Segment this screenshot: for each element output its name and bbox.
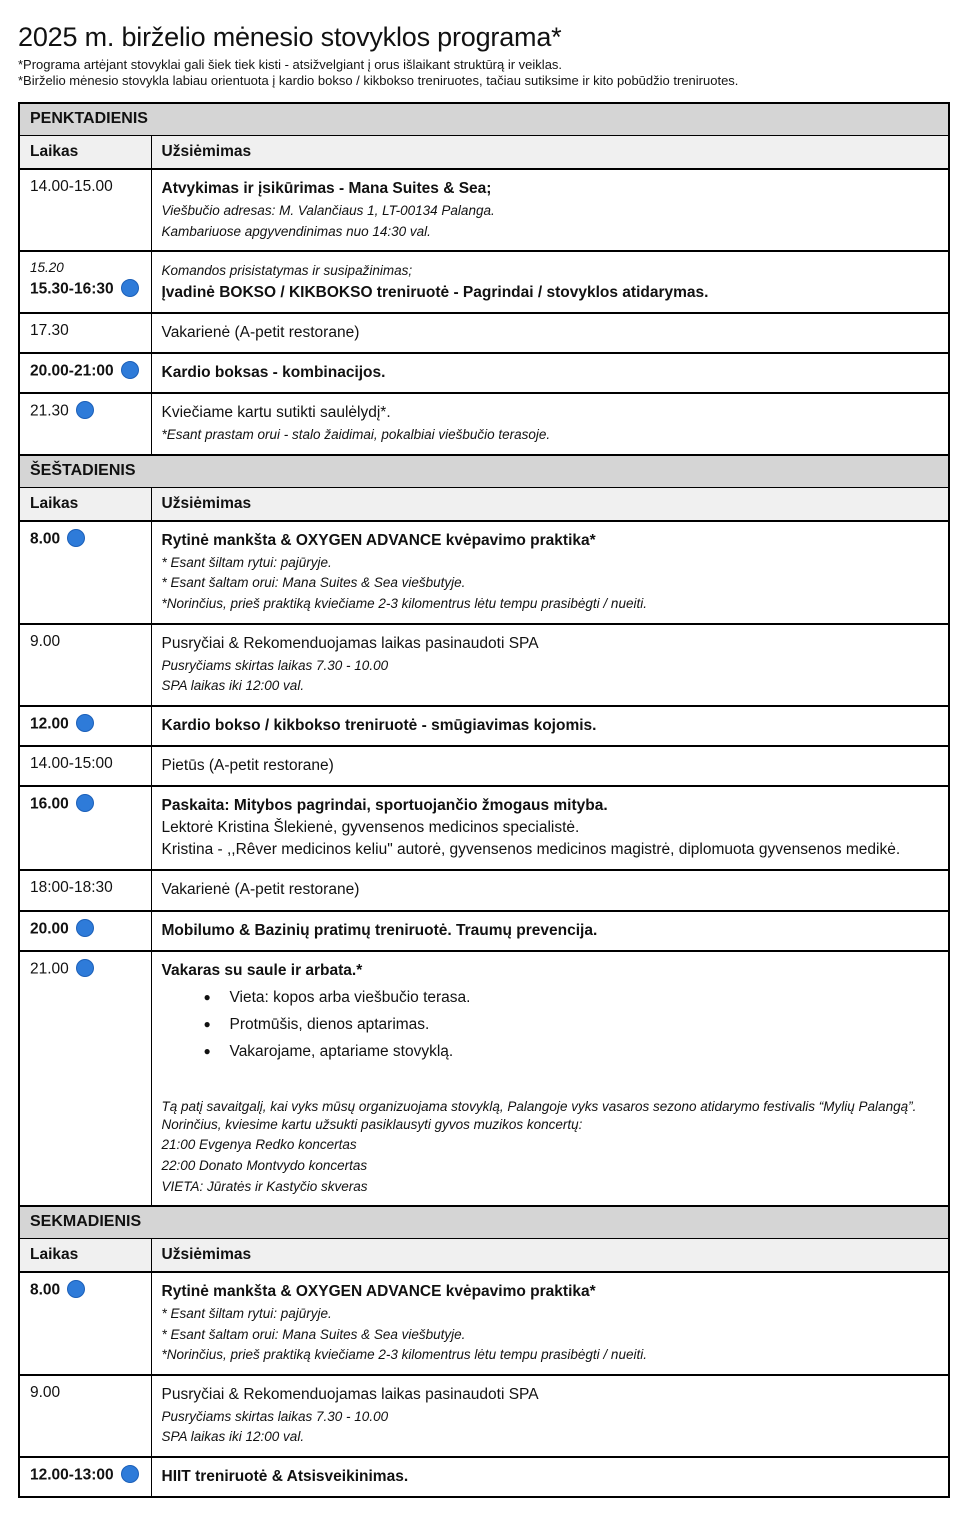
activity-cell — [151, 951, 949, 1206]
time-value: 14.00-15:00 — [30, 754, 113, 772]
schedule-row — [19, 393, 949, 455]
activity-line: *Norinčius, prieš praktiką kviečiame 2-3 kilomentrus lėtu tempu prasibėgti / nueiti. — [161, 1347, 647, 1363]
activity-cell — [151, 1375, 949, 1457]
activity-cell — [151, 870, 949, 910]
time-cell — [19, 393, 151, 455]
time-cell — [19, 624, 151, 706]
activity-line: * Esant šaltam orui: Mana Suites & Sea viešbutyje. — [161, 1326, 466, 1342]
activity-line: Pusryčiai & Rekomenduojamas laikas pasinaudoti SPA — [161, 1385, 539, 1403]
time-value: 16.00 — [30, 795, 69, 813]
schedule-row — [19, 1272, 949, 1375]
blue-dot-icon — [76, 919, 94, 937]
activity-line: Įvadinė BOKSO / KIKBOKSO treniruotė - Pagrindai / stovyklos atidarymas. — [161, 283, 709, 301]
activity-line: 22:00 Donato Montvydo koncertas — [161, 1157, 368, 1173]
activity-bullet-line — [162, 1015, 939, 1035]
schedule-row — [19, 521, 949, 624]
activity-line: Kristina - ,,Rêver medicinos keliu" autorė, gyvensenos medicinos magistrė, diplomuota gyvensenos medikė. — [161, 841, 901, 859]
schedule-row — [19, 1375, 949, 1457]
activity-line: HIIT treniruotė & Atsisveikinimas. — [161, 1468, 409, 1486]
blue-dot-icon — [121, 361, 139, 379]
time-prefix: 15.20 — [30, 260, 64, 276]
blue-dot-icon — [76, 714, 94, 732]
bullet-icon: ● — [203, 1017, 211, 1032]
column-header-time: Laikas — [19, 135, 151, 169]
program-note-1: *Programa artėjant stovyklai gali šiek tiek kisti - atsižvelgiant į orus išlaikant struktūrą ir veiklas. — [18, 57, 563, 72]
day-section-header — [19, 103, 949, 135]
blue-dot-icon — [67, 529, 85, 547]
activity-cell — [151, 911, 949, 951]
column-header-row — [19, 487, 949, 521]
time-value: 21.30 — [30, 402, 69, 420]
activity-bullet-line — [162, 988, 939, 1008]
activity-cell — [151, 521, 949, 624]
activity-cell — [151, 1457, 949, 1497]
schedule-row — [19, 870, 949, 910]
day-name: SEKMADIENIS — [19, 1206, 949, 1238]
schedule-row — [19, 169, 949, 251]
time-cell — [19, 786, 151, 870]
activity-cell — [151, 313, 949, 353]
activity-cell — [151, 746, 949, 786]
activity-cell — [151, 393, 949, 455]
time-cell — [19, 353, 151, 393]
activity-line: Lektorė Kristina Šlekienė, gyvensenos medicinos specialistė. — [161, 819, 580, 837]
bullet-icon: ● — [203, 1044, 211, 1059]
schedule-row — [19, 706, 949, 746]
activity-line: Paskaita: Mitybos pagrindai, sportuojančio žmogaus mityba. — [161, 797, 608, 815]
column-header-time: Laikas — [19, 1238, 151, 1272]
activity-line: Mobilumo & Bazinių pratimų treniruotė. Traumų prevencija. — [161, 921, 598, 939]
time-cell — [19, 951, 151, 1206]
blue-dot-icon — [76, 401, 94, 419]
activity-line: SPA laikas iki 12:00 val. — [161, 1429, 305, 1445]
time-cell — [19, 251, 151, 313]
blue-dot-icon — [76, 794, 94, 812]
day-name: PENKTADIENIS — [19, 103, 949, 135]
column-header-activity: Užsiėmimas — [151, 1238, 949, 1272]
time-value: 12.00 — [30, 715, 69, 733]
schedule-row — [19, 1457, 949, 1497]
program-note-2: *Birželio mėnesio stovykla labiau orientuota į kardio bokso / kikbokso treniruotes, tačiau sutiksime ir kito pobūdžio treniruotes. — [18, 73, 739, 88]
column-header-row — [19, 1238, 949, 1272]
time-cell — [19, 870, 151, 910]
column-header-activity: Užsiėmimas — [151, 135, 949, 169]
activity-cell — [151, 169, 949, 251]
time-value: 14.00-15.00 — [30, 177, 113, 195]
blue-dot-icon — [67, 1280, 85, 1298]
time-value: 8.00 — [30, 1281, 61, 1299]
time-cell — [19, 706, 151, 746]
activity-line: Kviečiame kartu sutikti saulėlydį*. — [161, 404, 391, 422]
activity-cell — [151, 706, 949, 746]
schedule-row — [19, 251, 949, 313]
time-cell — [19, 911, 151, 951]
activity-line: SPA laikas iki 12:00 val. — [161, 678, 305, 694]
activity-cell — [151, 1272, 949, 1375]
activity-line: Pietūs (A-petit restorane) — [161, 756, 334, 774]
activity-line: Pusryčiams skirtas laikas 7.30 - 10.00 — [161, 657, 389, 673]
time-cell — [19, 1272, 151, 1375]
column-header-row — [19, 135, 949, 169]
time-value: 18:00-18:30 — [30, 879, 113, 897]
schedule-row — [19, 746, 949, 786]
blue-dot-icon — [121, 279, 139, 297]
activity-line: Tą patį savaitgalį, kai vyks mūsų organizuojama stovyklą, Palangoje vyks vasaros sezono atidarymo festivalis “Mylių Palangą”. Norinčius, kviesime kartu užsukti pasiklausyti gyvos muzikos koncertų: — [161, 1099, 917, 1132]
activity-line: *Norinčius, prieš praktiką kviečiame 2-3 kilomentrus lėtu tempu prasibėgti / nueiti. — [161, 596, 647, 611]
blue-dot-icon — [76, 959, 94, 977]
activity-line: Rytinė mankšta & OXYGEN ADVANCE kvėpavimo praktika* — [161, 1283, 596, 1300]
time-value: 21.00 — [30, 960, 69, 978]
activity-line: VIETA: Jūratės ir Kastyčio skveras — [161, 1178, 368, 1194]
bullet-text: Vakarojame, aptariame stovyklą. — [229, 1043, 454, 1061]
day-section-header — [19, 1206, 949, 1238]
activity-line: Rytinė mankšta & OXYGEN ADVANCE kvėpavimo praktika* — [161, 531, 596, 549]
activity-cell — [151, 624, 949, 706]
time-cell — [19, 1375, 151, 1457]
column-header-time: Laikas — [19, 487, 151, 521]
activity-line: Pusryčiams skirtas laikas 7.30 - 10.00 — [161, 1408, 389, 1424]
day-section-header — [19, 455, 949, 487]
activity-line: Viešbučio adresas: M. Valančiaus 1, LT-00134 Palanga. — [161, 203, 495, 219]
schedule-row — [19, 313, 949, 353]
activity-line: Atvykimas ir įsikūrimas - Mana Suites & Sea; — [161, 179, 492, 197]
time-value: 17.30 — [30, 321, 69, 339]
activity-cell — [151, 786, 949, 870]
activity-line: * Esant šaltam orui: Mana Suites & Sea viešbutyje. — [161, 575, 466, 591]
activity-line: * Esant šiltam rytui: pajūryje. — [161, 1306, 332, 1322]
schedule-row — [19, 911, 949, 951]
activity-bullet-line — [162, 1042, 939, 1062]
activity-line: Vakaras su saule ir arbata.* — [161, 961, 363, 979]
time-cell — [19, 521, 151, 624]
time-value: 20.00 — [30, 920, 69, 938]
schedule-table — [18, 102, 950, 1498]
activity-line: Kardio boksas - kombinacijos. — [161, 364, 386, 381]
time-value: 9.00 — [30, 632, 61, 650]
activity-line: *Esant prastam orui - stalo žaidimai, pokalbiai viešbučio terasoje. — [161, 427, 551, 443]
bullet-text: Vieta: kopos arba viešbučio terasa. — [229, 988, 471, 1006]
activity-line — [162, 1069, 939, 1095]
time-cell — [19, 169, 151, 251]
time-value: 15.30-16:30 — [30, 280, 114, 298]
activity-line: Pusryčiai & Rekomenduojamas laikas pasinaudoti SPA — [161, 634, 539, 652]
schedule-row — [19, 951, 949, 1206]
time-value: 20.00-21:00 — [30, 362, 114, 380]
day-name: ŠEŠTADIENIS — [19, 455, 949, 487]
activity-line: * Esant šiltam rytui: pajūryje. — [161, 554, 332, 570]
page-title: 2025 m. birželio mėnesio stovyklos programa* — [18, 22, 562, 52]
activity-line: Komandos prisistatymas ir susipažinimas; — [161, 263, 413, 279]
time-cell — [19, 746, 151, 786]
activity-line: Kambariuose apgyvendinimas nuo 14:30 val. — [161, 223, 431, 239]
time-value: 9.00 — [30, 1383, 61, 1401]
activity-line: Kardio bokso / kikbokso treniruotė - smūgiavimas kojomis. — [161, 716, 597, 734]
time-cell — [19, 313, 151, 353]
activity-cell — [151, 251, 949, 313]
time-value: 12.00-13:00 — [30, 1466, 114, 1484]
activity-cell — [151, 353, 949, 393]
column-header-activity: Užsiėmimas — [151, 487, 949, 521]
activity-line: Vakarienė (A-petit restorane) — [161, 881, 360, 899]
bullet-text: Protmūšis, dienos aptarimas. — [229, 1016, 430, 1034]
bullet-icon: ● — [203, 989, 211, 1004]
time-cell — [19, 1457, 151, 1497]
activity-line: 21:00 Evgenya Redko koncertas — [161, 1137, 357, 1153]
schedule-row — [19, 786, 949, 870]
activity-line: Vakarienė (A-petit restorane) — [161, 323, 360, 341]
schedule-row — [19, 353, 949, 393]
schedule-row — [19, 624, 949, 706]
blue-dot-icon — [121, 1465, 139, 1483]
time-value: 8.00 — [30, 530, 61, 548]
